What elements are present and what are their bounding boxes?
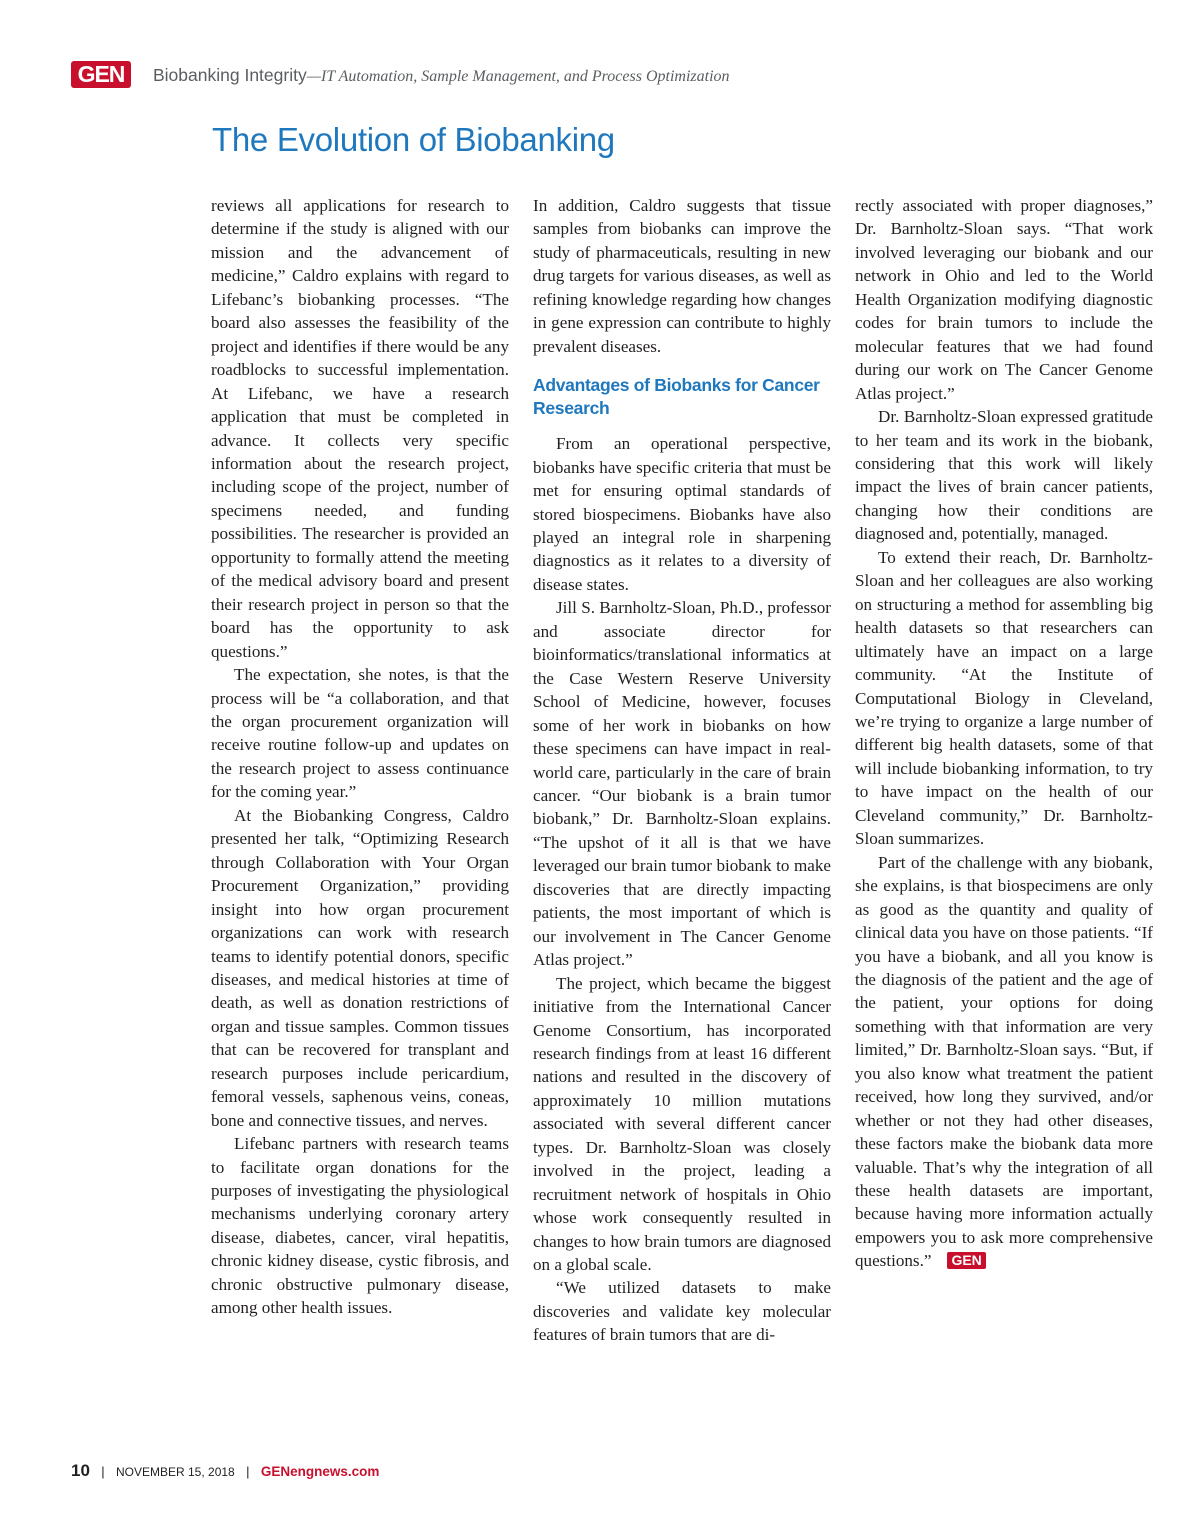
issue-date: NOVEMBER 15, 2018	[116, 1465, 235, 1479]
paragraph: To extend their reach, Dr. Barnholtz-Sloan and her colleagues are also working on structuring a method for assembling big health datasets so that researchers can ultimately have an impact on a large community. “At the Institute of Computational Biology in Cleveland, we’re trying to organize a large number of different big health datasets, some of that will include biobanking information, to try to have impact on the health of our Cleveland community,” Dr. Barnholtz-Sloan summarizes.	[855, 547, 1153, 849]
page-title: The Evolution of Biobanking	[212, 121, 615, 158]
article-column-3	[855, 194, 1153, 1273]
end-mark-logo: GEN	[947, 1252, 985, 1269]
section-heading: Advantages of Biobanks for Cancer Research	[533, 375, 820, 419]
paragraph: In addition, Caldro suggests that tissue samples from biobanks can improve the study of pharmaceuticals, resulting in new drug targets for various diseases, as well as refining knowledge regarding how changes in gene expression can contribute to highly prevalent diseases.	[533, 196, 831, 356]
paragraph: The expectation, she notes, is that the process will be “a collaboration, and that the organ procurement organization will receive routine follow-up and updates on the research project to assess continuance for the coming year.”	[211, 665, 509, 802]
page-number: 10	[71, 1461, 90, 1480]
website-link[interactable]: GENengnews.com	[260, 1464, 380, 1479]
paragraph: reviews all applications for research to determine if the study is aligned with our mission and the advancement of medicine,” Caldro explains with regard to Lifebanc’s biobanking processes. “The board also assesses the feasibility of the project and identifies if there would be any roadblocks to successful implementation. At Lifebanc, we have a research application that must be completed in advance. It collects very specific information about the research project, including scope of the project, number of specimens needed, and funding possibilities. The researcher is provided an opportunity to formally attend the meeting of the medical advisory board and present their research project in person so that the board has the opportunity to ask questions.”	[211, 196, 509, 661]
article-column-2	[533, 194, 831, 1347]
series-subtitle: —IT Automation, Sample Management, and Process Optimization	[306, 68, 730, 85]
page-footer	[71, 1461, 379, 1482]
gen-logo: GEN	[71, 61, 131, 88]
running-header	[153, 62, 730, 90]
paragraph: Dr. Barnholtz-Sloan expressed gratitude to her team and its work in the biobank, considering that this work will likely impact the lives of brain cancer patients, changing how their conditions are diagnosed and, potentially, managed.	[855, 407, 1153, 544]
paragraph: “We utilized datasets to make discoveries and validate key molecular features of brain tumors that are di-	[533, 1278, 831, 1345]
paragraph: Jill S. Barnholtz-Sloan, Ph.D., professor and associate director for bioinformatics/translational informatics at the Case Western Reserve University School of Medicine, however, focuses some of her work in biobanks on how these specimens can have impact in real-world care, particularly in the care of brain cancer. “Our biobank is a brain tumor biobank,” Dr. Barnholtz-Sloan explains. “The upshot of it all is that we have leveraged our brain tumor biobank to make discoveries that are directly impacting patients, the most important of which is our involvement in The Cancer Genome Atlas project.”	[533, 598, 831, 970]
article-column-1	[211, 194, 509, 1320]
paragraph	[855, 851, 1153, 1273]
series-title: Biobanking Integrity	[153, 65, 307, 85]
paragraph: The project, which became the biggest initiative from the International Cancer Genome Consortium, has incorporated research findings from at least 16 different nations and resulted in the discovery of approximately 10 million mutations associated with several different cancer types. Dr. Barnholtz-Sloan was closely involved in the project, leading a recruitment network of hospitals in Ohio whose work consequently resulted in changes to how brain tumors are diagnosed on a global scale.	[533, 973, 831, 1275]
paragraph: From an operational perspective, biobanks have specific criteria that must be met for ensuring optimal standards of stored biospecimens. Biobanks have also played an integral role in sharpening diagnostics as it relates to a diversity of disease states.	[533, 434, 831, 594]
footer-separator: |	[246, 1464, 250, 1479]
paragraph: At the Biobanking Congress, Caldro presented her talk, “Optimizing Research through Collaboration with Your Organ Procurement Organization,” providing insight into how organ procurement organizations can work with research teams to identify potential donors, specific diseases, and medical histories at time of death, as well as donation restrictions of organ and tissue samples. Common tissues that can be recovered for transplant and research purposes include pericardium, femoral vessels, saphenous veins, coneas, bone and connective tissues, and nerves.	[211, 805, 509, 1130]
paragraph: rectly associated with proper diagnoses,” Dr. Barnholtz-Sloan says. “That work involved leveraging our biobank and our network in Ohio and led to the World Health Organization modifying diagnostic codes for brain tumors to include the molecular features that we had found during our work on The Cancer Genome Atlas project.”	[855, 196, 1153, 403]
paragraph-text: Part of the challenge with any biobank, she explains, is that biospecimens are only as good as the quantity and quality of clinical data you have on those patients. “If you have a biobank, and all you know is the diagnosis of the patient and the age of the patient, your options for doing something with that information are very limited,” Dr. Barnholtz-Sloan says. “But, if you also know what treatment the patient received, how long they survived, and/or whether or not they had other diseases, these factors make the biobank data more valuable. That’s why the integration of all these health datasets are important, because having more information actually empowers you to ask more comprehensive questions.”	[855, 852, 1153, 1271]
footer-separator: |	[101, 1464, 105, 1479]
paragraph: Lifebanc partners with research teams to facilitate organ donations for the purposes of investigating the physiological mechanisms underlying coronary artery disease, diabetes, cancer, viral hepatitis, chronic kidney disease, cystic fibrosis, and chronic obstructive pulmonary disease, among other health issues.	[211, 1134, 509, 1318]
